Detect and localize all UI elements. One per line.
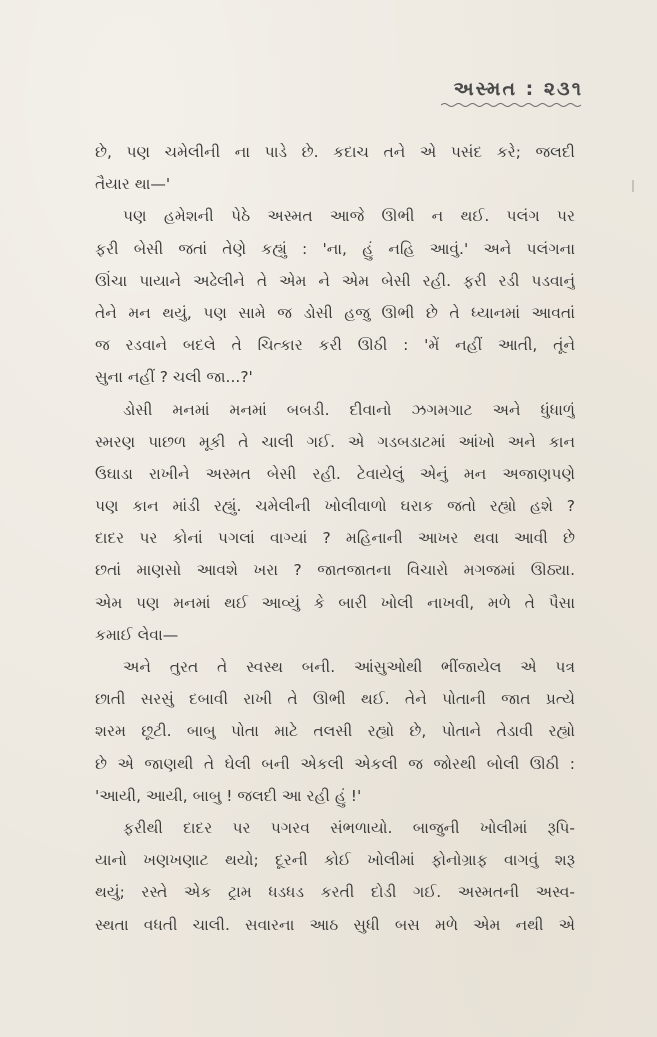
text-line: તેને મન થયું, પણ સામે જ ડોસી હજુ ઊભી છે તે ધ્યાનમાં આવતાં	[95, 303, 575, 322]
page-header	[441, 78, 583, 108]
text-line: ફરી બેસી જતાં તેણે કહ્યું : 'ના, હું નહિ આવું.' અને પલંગના	[95, 239, 575, 258]
text-line: કમાઈ લેવા—	[95, 625, 179, 644]
text-line: ઊંચા પાયાને અઢેલીને તે એમ ને એમ બેસી રહી. ફરી રડી પડવાનું	[95, 271, 575, 290]
running-title: અસ્મત : ૨૩૧	[453, 78, 583, 100]
text-line: ડોસી મનમાં મનમાં બબડી. દીવાનો ઝગમગાટ અને ધુંધાળું	[123, 400, 575, 419]
text-line: પણ હમેશની પેઠે અસ્મત આજે ઊભી ન થઈ. પલંગ પર	[123, 207, 575, 226]
text-line: 'આયી, આયી, બાબુ ! જલદી આ રહી હું !'	[95, 786, 362, 805]
text-line: સુના નહીં ? ચલી જા...?'	[95, 368, 253, 387]
text-line: થયું; રસ્તે એક ટ્રામ ધડધડ કરતી દોડી ગઈ. અસ્મતની અસ્વ-	[95, 883, 575, 902]
text-line: દાદર પર કોનાં પગલાં વાગ્યાં ? મહિનાની આખર થવા આવી છે	[95, 529, 575, 548]
text-line: પણ કાન માંડી રહ્યું. ચમેલીની ખોલીવાળો ઘરાક જતો રહ્યો હશે ?	[95, 497, 575, 516]
text-line: સ્થતા વધતી ચાલી. સવારના આઠ સુધી બસ મળે એમ નથી એ	[95, 915, 575, 934]
text-line: અને તુરત તે સ્વસ્થ બની. આંસુઓથી ભીંજાયેલ એ પત્ર	[123, 658, 575, 676]
text-line: છે, પણ ચમેલીની ના પાડે છે. કદાચ તને એ પસંદ કરે; જલદી	[95, 143, 575, 161]
wavy-underline-ornament	[441, 102, 583, 108]
text-line: યાનો ખણખણાટ થયો; દૂરની કોઈ ખોલીમાં ફોનોગ્રાફ વાગવું શરૂ	[95, 851, 575, 870]
margin-mark	[632, 180, 634, 192]
text-line: જ રડવાને બદલે તે ચિત્કાર કરી ઊઠી : 'મેં નહીં આતી, તૂંને	[95, 336, 575, 355]
text-line: ઉઘાડા રાખીને અસ્મત બેસી રહી. ટેવાયેલું એનું મન અજાણપણે	[95, 464, 575, 483]
text-line: ફરીથી દાદર પર પગરવ સંભળાયો. બાજુની ખોલીમાં રૂપિ-	[123, 818, 575, 837]
text-line: શરમ છૂટી. બાબુ પોતા માટે તલસી રહ્યો છે, પોતાને તેડાવી રહ્યો	[95, 722, 575, 741]
text-line: એમ પણ મનમાં થઈ આવ્યું કે બારી ખોલી નાખવી, મળે તે પૈસા	[95, 593, 575, 612]
text-line: તૈયાર થા—'	[95, 175, 171, 194]
page-body	[95, 136, 575, 941]
text-line: છે એ જાણથી તે ઘેલી બની એકલી એકલી જ જોરથી બોલી ઊઠી :	[95, 754, 575, 773]
text-line: છાતી સરસું દબાવી રાખી તે ઊભી થઈ. તેને પોતાની જાત પ્રત્યે	[95, 690, 575, 709]
text-line: સ્મરણ પાછળ મૂકી તે ચાલી ગઈ. એ ગડબડાટમાં આંખો અને કાન	[95, 432, 575, 451]
text-line: છતાં માણસો આવશે ખરા ? જાતજાતના વિચારો મગજમાં ઊઠ્યા.	[95, 561, 575, 580]
